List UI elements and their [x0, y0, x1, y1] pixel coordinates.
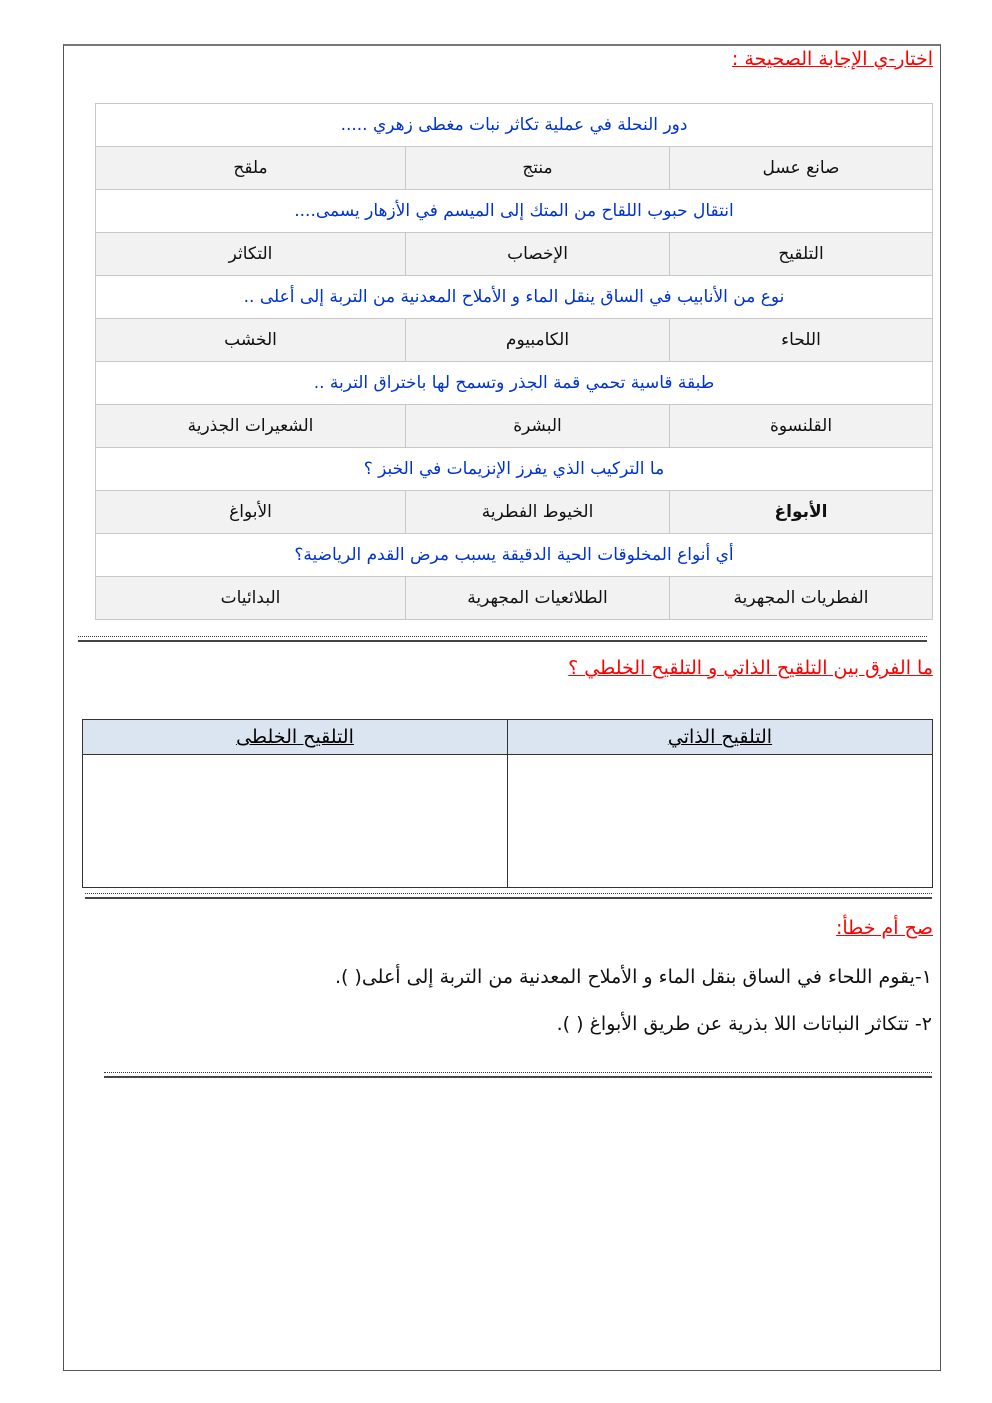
question-text: أي أنواع المخلوقات الحية الدقيقة يسبب مرض القدم الرياضية؟ [96, 534, 933, 577]
answer-cell-self[interactable] [508, 755, 933, 888]
option-cell[interactable]: اللحاء [670, 319, 933, 362]
question-row [96, 534, 933, 577]
question-text: طبقة قاسية تحمي قمة الجذر وتسمح لها باختراق التربة .. [96, 362, 933, 405]
option-cell[interactable]: الطلائعيات المجهرية [406, 577, 670, 620]
option-cell[interactable]: البدائيات [96, 577, 406, 620]
option-cell[interactable]: الكامبيوم [406, 319, 670, 362]
question-row [96, 104, 933, 147]
divider [78, 636, 927, 642]
statement-2: ٢- تتكاثر النباتات اللا بذرية عن طريق الأبواغ ( ). [556, 1013, 932, 1035]
option-cell[interactable]: صانع عسل [670, 147, 933, 190]
option-cell[interactable]: الأبواغ [96, 491, 406, 534]
compare-table [82, 719, 933, 888]
question-row [96, 276, 933, 319]
option-cell[interactable]: القلنسوة [670, 405, 933, 448]
option-cell[interactable]: التكاثر [96, 233, 406, 276]
mcq-table [95, 103, 933, 620]
question-row [96, 362, 933, 405]
options-row [96, 319, 933, 362]
question-text: انتقال حبوب اللقاح من المتك إلى الميسم في الأزهار يسمى.... [96, 190, 933, 233]
divider [85, 893, 932, 899]
option-cell[interactable]: البشرة [406, 405, 670, 448]
options-row [96, 577, 933, 620]
question-row [96, 190, 933, 233]
options-row [96, 233, 933, 276]
question-text: ما التركيب الذي يفرز الإنزيمات في الخبز ؟ [96, 448, 933, 491]
option-cell[interactable]: الأبواغ [670, 491, 933, 534]
options-row [96, 147, 933, 190]
option-cell[interactable]: التلقيح [670, 233, 933, 276]
option-cell[interactable]: الفطريات المجهرية [670, 577, 933, 620]
options-row [96, 405, 933, 448]
statement-1: ١-يقوم اللحاء في الساق بنقل الماء و الأملاح المعدنية من التربة إلى أعلى( ). [334, 966, 932, 988]
header-self-pollination: التلقيح الذاتي [508, 720, 933, 755]
option-cell[interactable]: الخيوط الفطرية [406, 491, 670, 534]
option-cell[interactable]: منتج [406, 147, 670, 190]
header-cross-pollination: التلقيح الخلطى [83, 720, 508, 755]
option-cell[interactable]: الخشب [96, 319, 406, 362]
section-title-compare: ما الفرق بين التلقيح الذاتي و التلقيح الخلطي ؟ [568, 657, 933, 679]
section-title-mcq: اختار-ي الإجابة الصحيحة : [731, 48, 933, 70]
option-cell[interactable]: الإخصاب [406, 233, 670, 276]
section-title-true-false: صح أم خطأ: [835, 917, 933, 939]
option-cell[interactable]: الشعيرات الجذرية [96, 405, 406, 448]
question-text: نوع من الأنابيب في الساق ينقل الماء و الأملاح المعدنية من التربة إلى أعلى .. [96, 276, 933, 319]
options-row [96, 491, 933, 534]
answer-cell-cross[interactable] [83, 755, 508, 888]
question-text: دور النحلة في عملية تكاثر نبات مغطى زهري ..... [96, 104, 933, 147]
divider [104, 1072, 932, 1078]
option-cell[interactable]: ملقح [96, 147, 406, 190]
question-row [96, 448, 933, 491]
